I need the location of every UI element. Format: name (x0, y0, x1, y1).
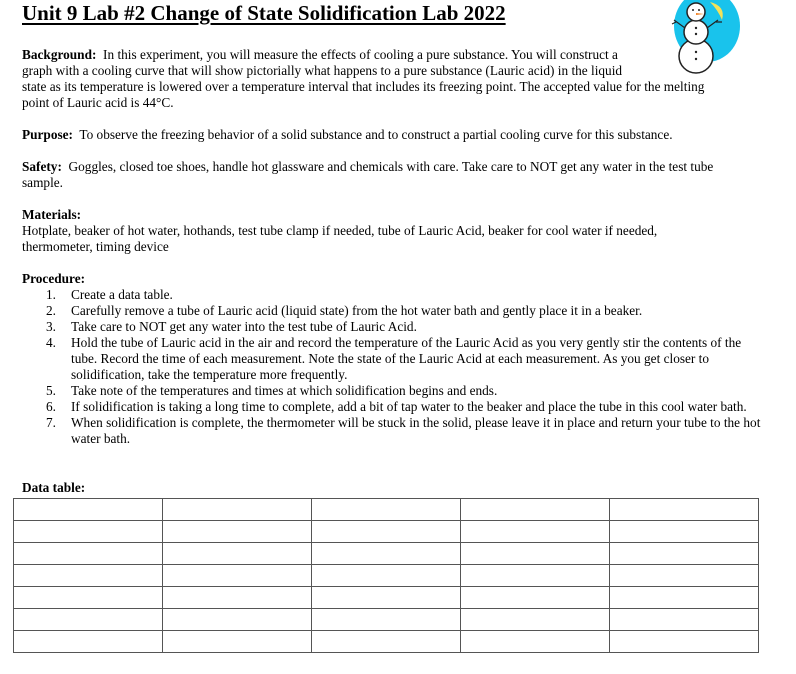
table-cell[interactable] (461, 631, 610, 653)
materials-text: Hotplate, beaker of hot water, hothands, test tube clamp if needed, tube of Lauric Acid, beaker for cool water if needed, thermometer, timing device (22, 223, 658, 254)
snowman-head (687, 3, 705, 21)
procedure-step: 2. Carefully remove a tube of Lauric acid (liquid state) from the hot water bath and gently place it in a beaker. (46, 303, 643, 318)
procedure-step: 3. Take care to NOT get any water into the test tube of Lauric Acid. (46, 319, 417, 334)
procedure-step: 7. When solidification is complete, the thermometer will be stuck in the solid, please leave it in place and return your tube to the hot water bath. (46, 415, 761, 446)
purpose-label: Purpose: (22, 127, 73, 142)
procedure-list (22, 287, 762, 447)
table-cell[interactable] (312, 521, 461, 543)
table-cell[interactable] (610, 499, 759, 521)
safety-section (22, 159, 742, 191)
procedure-step: 4. Hold the tube of Lauric acid in the air and record the temperature of the Lauric Acid as you very gently stir the contents of the tube. Record the time of each measurement. Note the state of the Lauric Acid at each measurement. As you get closer to solidification, take the temperature more frequently. (46, 335, 742, 382)
data-table (13, 498, 759, 653)
background-label: Background: (22, 47, 97, 62)
table-cell[interactable] (163, 499, 312, 521)
table-cell[interactable] (14, 565, 163, 587)
table-cell[interactable] (461, 499, 610, 521)
table-row (14, 543, 759, 565)
procedure-step: 5. Take note of the temperatures and times at which solidification begins and ends. (46, 383, 498, 398)
table-cell[interactable] (461, 609, 610, 631)
procedure-label: Procedure: (22, 271, 86, 286)
safety-text: Goggles, closed toe shoes, handle hot glassware and chemicals with care. Take care to NOT get any water in the test tube sample. (22, 159, 714, 190)
table-cell[interactable] (163, 521, 312, 543)
page-title: Unit 9 Lab #2 Change of State Solidification Lab 2022 (22, 1, 506, 25)
purpose-text: To observe the freezing behavior of a solid substance and to construct a partial cooling curve for this substance. (79, 127, 673, 142)
table-row (14, 521, 759, 543)
table-cell[interactable] (312, 609, 461, 631)
table-row (14, 499, 759, 521)
materials-section (22, 207, 722, 255)
table-cell[interactable] (163, 565, 312, 587)
table-cell[interactable] (461, 565, 610, 587)
table-cell[interactable] (610, 609, 759, 631)
table-cell[interactable] (461, 543, 610, 565)
table-row (14, 609, 759, 631)
data-table-label: Data table: (22, 480, 86, 495)
background-text-line4: point of Lauric acid is 44°C. (22, 95, 174, 110)
background-section (22, 47, 752, 111)
table-cell[interactable] (610, 587, 759, 609)
table-cell[interactable] (312, 499, 461, 521)
table-row (14, 631, 759, 653)
table-cell[interactable] (461, 521, 610, 543)
snowman-middle (684, 20, 708, 44)
table-cell[interactable] (312, 543, 461, 565)
table-cell[interactable] (14, 587, 163, 609)
table-cell[interactable] (14, 521, 163, 543)
table-cell[interactable] (610, 565, 759, 587)
table-cell[interactable] (610, 521, 759, 543)
table-cell[interactable] (163, 587, 312, 609)
table-row (14, 565, 759, 587)
table-cell[interactable] (312, 565, 461, 587)
background-text-line3: state as its temperature is lowered over a temperature interval that includes its freezing point. The accepted value for the melting (22, 79, 705, 94)
background-text-line2: graph with a cooling curve that will show pictorially what happens to a pure substance (Lauric acid) in the liquid (22, 63, 623, 78)
table-cell[interactable] (312, 631, 461, 653)
table-cell[interactable] (163, 631, 312, 653)
table-cell[interactable] (14, 543, 163, 565)
table-cell[interactable] (312, 587, 461, 609)
table-cell[interactable] (14, 609, 163, 631)
table-cell[interactable] (14, 631, 163, 653)
table-cell[interactable] (610, 631, 759, 653)
table-cell[interactable] (461, 587, 610, 609)
table-cell[interactable] (610, 543, 759, 565)
table-cell[interactable] (163, 543, 312, 565)
safety-label: Safety: (22, 159, 62, 174)
table-cell[interactable] (14, 499, 163, 521)
procedure-step: 6. If solidification is taking a long time to complete, add a bit of tap water to the beaker and place the tube in this cool water bath. (46, 399, 747, 414)
procedure-step: 1. Create a data table. (46, 287, 173, 302)
background-text-line1: In this experiment, you will measure the effects of cooling a pure substance. You will construct a (103, 47, 618, 62)
procedure-section (22, 271, 762, 447)
table-row (14, 587, 759, 609)
table-cell[interactable] (163, 609, 312, 631)
purpose-section (22, 127, 673, 143)
materials-label: Materials: (22, 207, 82, 222)
